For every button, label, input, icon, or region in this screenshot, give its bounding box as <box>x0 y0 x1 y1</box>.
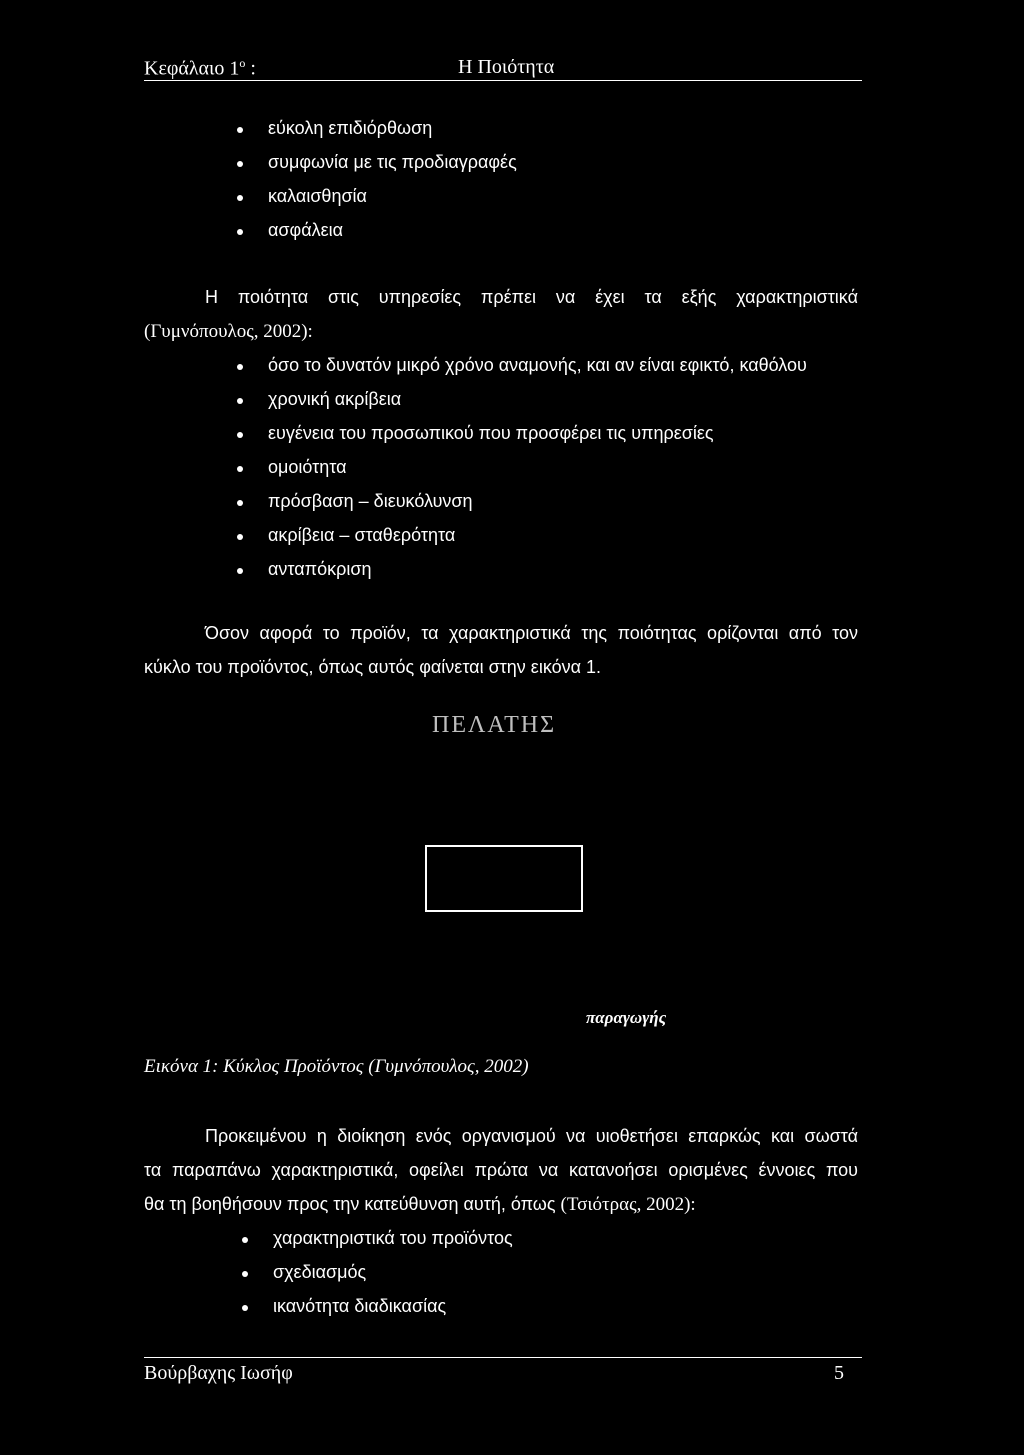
bullet-icon <box>242 1271 248 1277</box>
bullet-icon <box>237 534 243 540</box>
list-item <box>268 457 347 478</box>
paragraph-management-line3 <box>144 1194 696 1216</box>
list-item-text: ευγένεια του προσωπικού που προσφέρει τις υπηρεσίες <box>268 423 714 443</box>
list-item-text: ανταπόκριση <box>268 559 372 579</box>
figure-box <box>425 845 583 912</box>
paragraph-management-citation: (Τσιότρας, 2002): <box>560 1194 696 1215</box>
header-chapter-colon: : <box>245 57 256 80</box>
bullet-icon <box>237 466 243 472</box>
paragraph-management-line2: τα παραπάνω χαρακτηριστικά, οφείλει πρώτα να κατανοήσει ορισμένες έννοιες που <box>144 1160 858 1180</box>
bullet-icon <box>237 364 243 370</box>
figure-title: ΠΕΛΑΤΗΣ <box>432 712 557 738</box>
list-item <box>273 1296 446 1317</box>
list-item <box>268 152 517 173</box>
list-item <box>268 491 473 512</box>
figure-label: παραγωγής <box>586 1008 667 1027</box>
header-rule <box>144 80 862 81</box>
list-item-text: όσο το δυνατόν μικρό χρόνο αναμονής, και αν είναι εφικτό, καθόλου <box>268 355 807 375</box>
header-chapter <box>144 56 256 81</box>
header-title: Η Ποιότητα <box>458 56 555 78</box>
footer-author: Βούρβαχης Ιωσήφ <box>144 1362 293 1384</box>
footer-rule <box>144 1357 862 1358</box>
bullet-icon <box>237 398 243 404</box>
bullet-icon <box>242 1305 248 1311</box>
list-item-text: σχεδιασμός <box>273 1262 367 1282</box>
list-item <box>268 525 455 546</box>
bullet-icon <box>237 432 243 438</box>
list-item-text: ασφάλεια <box>268 220 344 240</box>
list-item <box>268 559 371 580</box>
list-item <box>268 220 343 241</box>
list-item-text: ομοιότητα <box>268 457 347 477</box>
paragraph-product-line1: Όσον αφορά το προϊόν, τα χαρακτηριστικά της ποιότητας ορίζονται από τον <box>205 623 858 643</box>
list-item-text: πρόσβαση – διευκόλυνση <box>268 491 473 511</box>
list-item <box>273 1228 513 1249</box>
list-item-text: ακρίβεια – σταθερότητα <box>268 525 456 545</box>
list-item-text: ικανότητα διαδικασίας <box>273 1296 447 1316</box>
bullet-icon <box>237 500 243 506</box>
header-chapter-sup: ο <box>239 56 246 70</box>
paragraph-services-line2: (Γυμνόπουλος, 2002): <box>144 321 313 342</box>
paragraph-management-line3-text: θα τη βοηθήσουν προς την κατεύθυνση αυτή, όπως <box>144 1194 561 1214</box>
list-item-text: καλαισθησία <box>268 186 367 206</box>
paragraph-services-line1: Η ποιότητα στις υπηρεσίες πρέπει να έχει τα εξής χαρακτηριστικά <box>205 287 858 307</box>
bullet-icon <box>242 1237 248 1243</box>
paragraph-product-line2: κύκλο του προϊόντος, όπως αυτός φαίνεται στην εικόνα 1. <box>144 657 602 677</box>
list-item <box>268 118 432 139</box>
list-item-text: συμφωνία με τις προδιαγραφές <box>268 152 517 172</box>
figure-caption: Εικόνα 1: Κύκλος Προϊόντος (Γυμνόπουλος, 2002) <box>144 1056 529 1077</box>
list-item-text: χαρακτηριστικά του προϊόντος <box>273 1228 513 1248</box>
bullet-icon <box>237 161 243 167</box>
bullet-icon <box>237 229 243 235</box>
list-item <box>268 389 401 410</box>
header-chapter-text: Κεφάλαιο 1 <box>144 57 240 80</box>
list-item <box>268 423 714 444</box>
paragraph-management-line1: Προκειμένου η διοίκηση ενός οργανισμού να υιοθετήσει επαρκώς και σωστά <box>205 1126 858 1146</box>
list-item <box>268 355 807 376</box>
bullet-icon <box>237 568 243 574</box>
list-item <box>268 186 367 207</box>
list-item <box>273 1262 366 1283</box>
bullet-icon <box>237 127 243 133</box>
list-item-text: εύκολη επιδιόρθωση <box>268 118 433 138</box>
page-number: 5 <box>834 1362 844 1384</box>
bullet-icon <box>237 195 243 201</box>
list-item-text: χρονική ακρίβεια <box>268 389 402 409</box>
